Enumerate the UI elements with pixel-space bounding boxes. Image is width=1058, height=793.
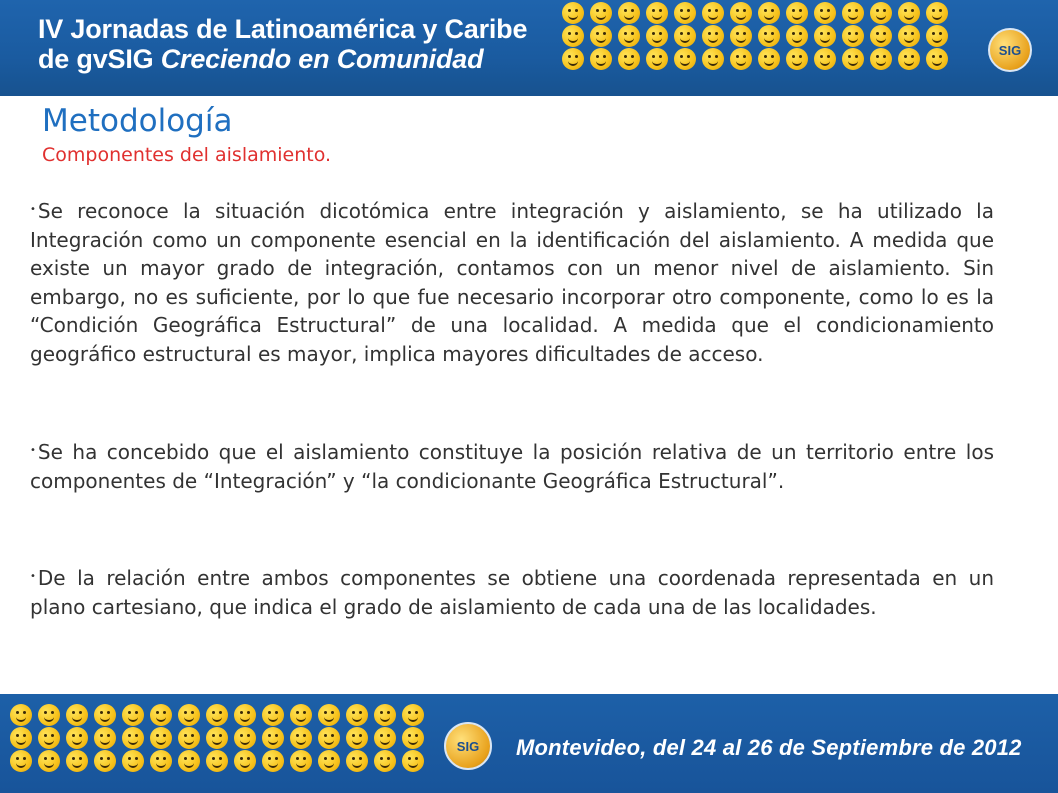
smiley-face-icon xyxy=(346,704,368,726)
smiley-face-icon xyxy=(150,704,172,726)
smiley-face-icon xyxy=(122,704,144,726)
smiley-face-icon xyxy=(318,704,340,726)
smiley-face-icon xyxy=(290,704,312,726)
smiley-face-icon xyxy=(870,48,892,70)
smiley-face-icon xyxy=(402,727,424,749)
smiley-face-icon xyxy=(730,2,752,24)
smiley-face-icon xyxy=(814,2,836,24)
smiley-face-icon xyxy=(926,2,948,24)
smiley-face-icon xyxy=(842,2,864,24)
smiley-decoration-top xyxy=(560,2,950,70)
smiley-face-icon xyxy=(374,750,396,772)
smiley-face-icon xyxy=(262,704,284,726)
event-title xyxy=(38,14,527,74)
smiley-face-icon xyxy=(702,25,724,47)
paragraph-2 xyxy=(30,437,994,495)
smiley-face-icon xyxy=(234,750,256,772)
smiley-face-icon xyxy=(10,750,32,772)
header-banner xyxy=(0,0,1058,96)
bullet-icon: • xyxy=(30,571,36,582)
smiley-face-icon xyxy=(674,25,696,47)
smiley-face-icon xyxy=(318,750,340,772)
smiley-face-icon xyxy=(38,727,60,749)
smiley-face-icon xyxy=(562,2,584,24)
smiley-decoration-bottom xyxy=(8,704,426,772)
smiley-face-icon xyxy=(402,704,424,726)
footer-banner xyxy=(0,694,1058,793)
bullet-icon: • xyxy=(30,204,36,215)
paragraph-3 xyxy=(30,563,994,621)
smiley-face-icon xyxy=(94,704,116,726)
smiley-face-icon xyxy=(206,704,228,726)
gvsig-logo-icon: SIG xyxy=(444,722,492,770)
smiley-face-icon xyxy=(590,48,612,70)
footer-event-text: Montevideo, del 24 al 26 de Septiembre de 2012 xyxy=(516,735,1022,760)
smiley-face-icon xyxy=(402,750,424,772)
smiley-face-icon xyxy=(234,704,256,726)
smiley-face-icon xyxy=(814,48,836,70)
smiley-face-icon xyxy=(674,48,696,70)
smiley-face-icon xyxy=(290,727,312,749)
smiley-face-icon xyxy=(926,25,948,47)
event-title-line2 xyxy=(38,44,527,74)
smiley-face-icon xyxy=(150,750,172,772)
smiley-face-icon xyxy=(94,750,116,772)
paragraph-1 xyxy=(30,196,994,368)
smiley-face-icon xyxy=(374,704,396,726)
smiley-face-icon xyxy=(10,727,32,749)
smiley-face-icon xyxy=(870,25,892,47)
smiley-face-icon xyxy=(618,25,640,47)
smiley-face-icon xyxy=(814,25,836,47)
smiley-face-icon xyxy=(702,48,724,70)
paragraph-3-text: De la relación entre ambos componentes se obtiene una coordenada representada en un plano cartesiano, que indica el grado de aislamiento de cada una de las localidades. xyxy=(30,566,994,619)
smiley-face-icon xyxy=(150,727,172,749)
smiley-face-icon xyxy=(178,750,200,772)
smiley-face-icon xyxy=(590,25,612,47)
smiley-face-icon xyxy=(94,727,116,749)
event-title-line1: IV Jornadas de Latinoamérica y Caribe xyxy=(38,14,528,44)
smiley-face-icon xyxy=(346,727,368,749)
smiley-face-icon xyxy=(646,2,668,24)
smiley-face-icon xyxy=(730,25,752,47)
smiley-face-icon xyxy=(758,25,780,47)
smiley-face-icon xyxy=(674,2,696,24)
smiley-face-icon xyxy=(262,750,284,772)
smiley-face-icon xyxy=(646,48,668,70)
smiley-face-icon xyxy=(374,727,396,749)
smiley-face-icon xyxy=(730,48,752,70)
event-subtitle: Creciendo en Comunidad xyxy=(160,44,484,74)
smiley-face-icon xyxy=(786,48,808,70)
smiley-face-icon xyxy=(618,2,640,24)
slide-subtitle: Componentes del aislamiento. xyxy=(42,144,332,166)
smiley-face-icon xyxy=(646,25,668,47)
smiley-face-icon xyxy=(702,2,724,24)
smiley-face-icon xyxy=(122,750,144,772)
slide-title: Metodología xyxy=(42,103,233,139)
smiley-face-icon xyxy=(898,2,920,24)
smiley-face-icon xyxy=(786,2,808,24)
smiley-face-icon xyxy=(122,727,144,749)
smiley-face-icon xyxy=(206,750,228,772)
smiley-face-icon xyxy=(10,704,32,726)
smiley-face-icon xyxy=(290,750,312,772)
smiley-face-icon xyxy=(318,727,340,749)
smiley-face-icon xyxy=(758,48,780,70)
smiley-face-icon xyxy=(590,2,612,24)
smiley-face-icon xyxy=(234,727,256,749)
smiley-face-icon xyxy=(842,25,864,47)
paragraph-2-text: Se ha concebido que el aislamiento constituye la posición relativa de un territorio entre los componentes de “Integración” y “la condicionante Geográfica Estructural”. xyxy=(30,440,994,493)
event-title-prefix: de gvSIG xyxy=(38,44,154,74)
smiley-face-icon xyxy=(870,2,892,24)
smiley-face-icon xyxy=(346,750,368,772)
smiley-face-icon xyxy=(786,25,808,47)
smiley-face-icon xyxy=(178,727,200,749)
smiley-face-icon xyxy=(66,750,88,772)
smiley-face-icon xyxy=(898,25,920,47)
smiley-face-icon xyxy=(842,48,864,70)
smiley-face-icon xyxy=(618,48,640,70)
smiley-face-icon xyxy=(38,704,60,726)
paragraph-1-text: Se reconoce la situación dicotómica entre integración y aislamiento, se ha utilizado la Integración como un componente esencial en la identificación del aislamiento. A medida que existe un mayor grado de integración, contamos con un menor nivel de aislamiento. Sin embargo, no es suficiente, por lo que fue necesario incorporar otro componente, como lo es la “Condición Geográfica Estructural” de una localidad. A medida que el condicionamiento geográfico estructural es mayor, implica mayores dificultades de acceso. xyxy=(30,199,994,366)
smiley-face-icon xyxy=(206,727,228,749)
smiley-face-icon xyxy=(758,2,780,24)
gvsig-logo-icon: SIG xyxy=(988,28,1032,72)
smiley-face-icon xyxy=(66,704,88,726)
bullet-icon: • xyxy=(30,445,36,456)
smiley-face-icon xyxy=(262,727,284,749)
smiley-face-icon xyxy=(926,48,948,70)
smiley-face-icon xyxy=(38,750,60,772)
smiley-face-icon xyxy=(562,48,584,70)
smiley-face-icon xyxy=(178,704,200,726)
smiley-face-icon xyxy=(898,48,920,70)
smiley-face-icon xyxy=(562,25,584,47)
smiley-face-icon xyxy=(66,727,88,749)
